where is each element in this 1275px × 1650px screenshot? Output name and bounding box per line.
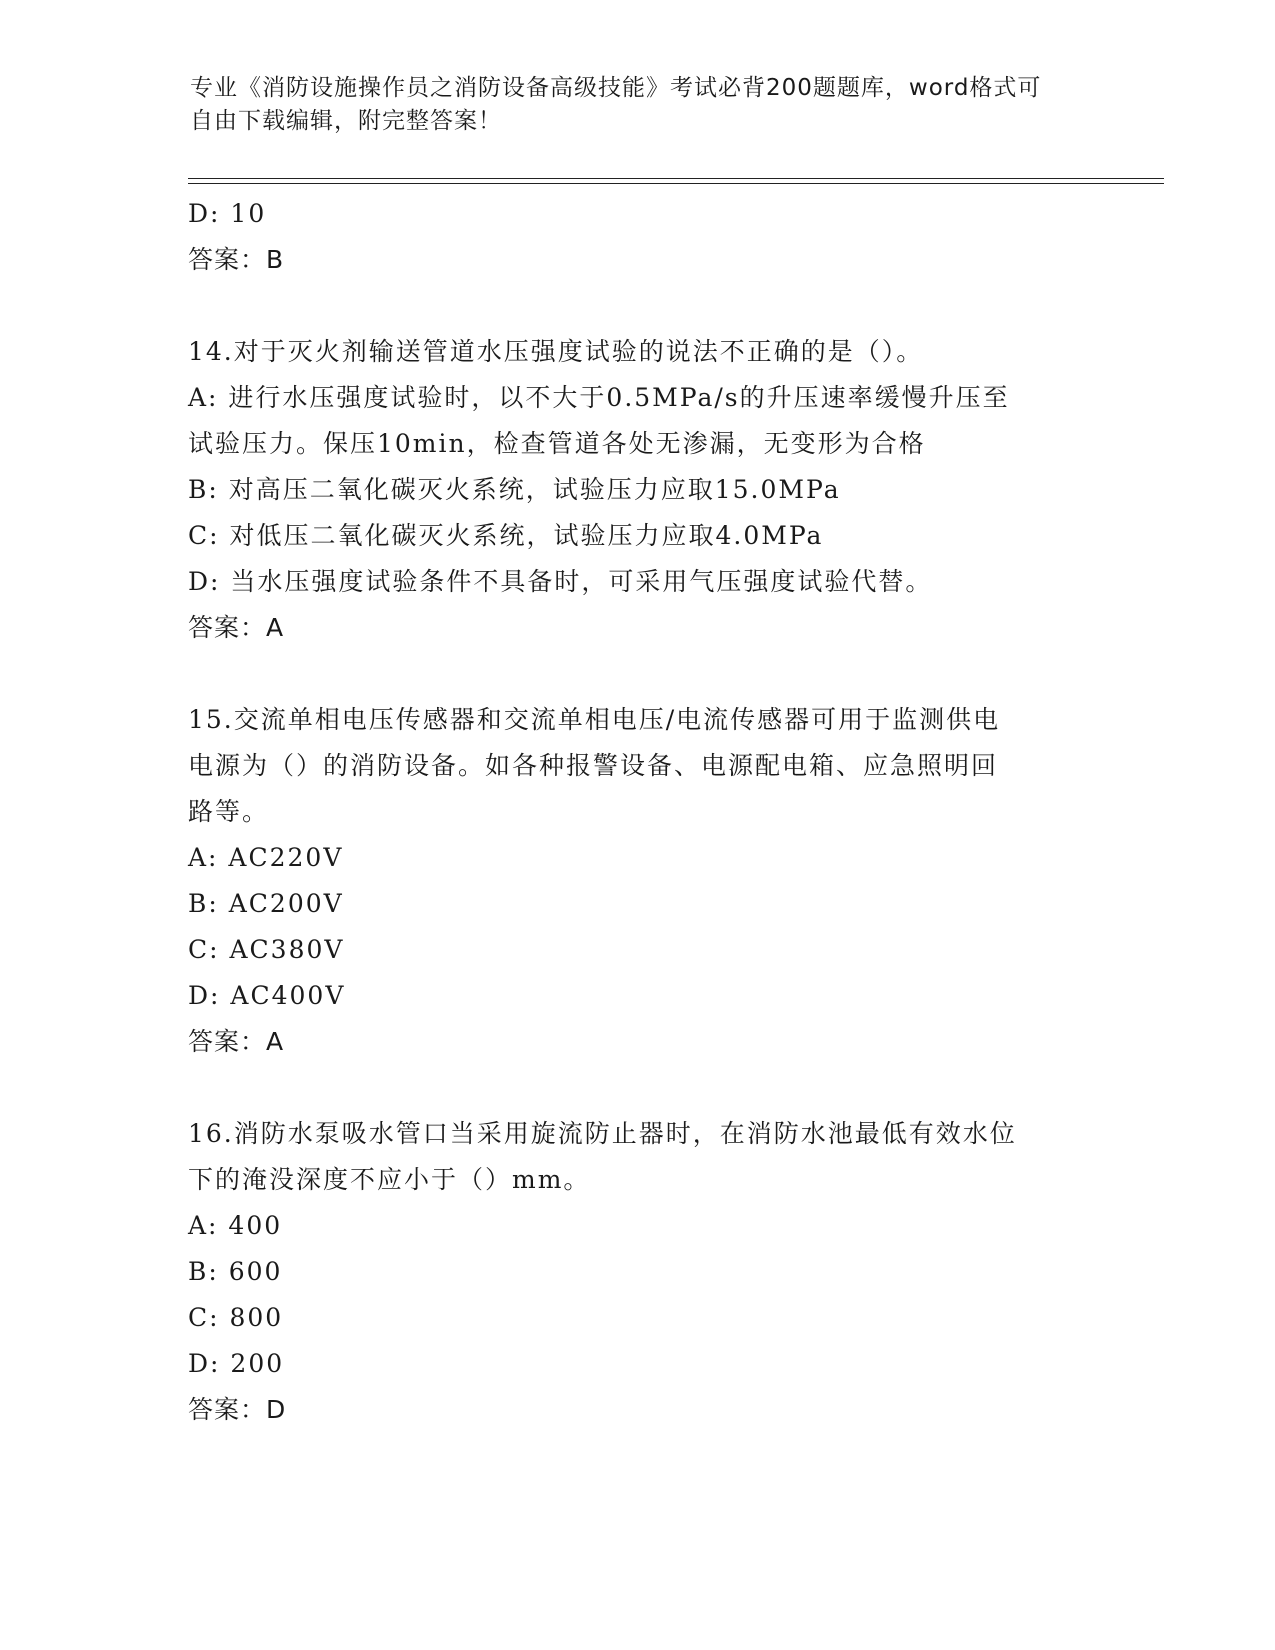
header-divider-top: [188, 178, 1164, 179]
question-stem-continued: 路等。: [188, 797, 270, 826]
option-a: A: 进行水压强度试验时，以不大于0.5MPa/s的升压速率缓慢升压至: [188, 383, 1010, 412]
option-a: A: AC220V: [188, 843, 344, 872]
header-divider-bottom: [188, 183, 1164, 184]
question-stem: 16.消防水泵吸水管口当采用旋流防止器时，在消防水池最低有效水位: [188, 1119, 1017, 1148]
question-15: [188, 697, 1088, 1065]
question-stem-continued: 下的淹没深度不应小于（）mm。: [188, 1165, 591, 1194]
page-header: [190, 72, 1090, 138]
spacer: [188, 651, 1088, 697]
question-14: [188, 329, 1088, 651]
spacer: [188, 1065, 1088, 1111]
answer-line: 答案：D: [188, 1395, 287, 1424]
option-c: C: AC380V: [188, 935, 345, 964]
answer-line: 答案：A: [188, 613, 285, 642]
question-16: [188, 1111, 1088, 1433]
spacer: [188, 283, 1088, 329]
question-list: [188, 191, 1088, 1433]
answer-line: 答案：A: [188, 1027, 285, 1056]
question-stem-continued: 电源为（）的消防设备。如各种报警设备、电源配电箱、应急照明回: [188, 751, 999, 780]
option-d: D: 当水压强度试验条件不具备时，可采用气压强度试验代替。: [188, 567, 933, 596]
option-d: D: 10: [188, 199, 267, 228]
header-title-line-1: 专业《消防设施操作员之消防设备高级技能》考试必背200题题库，word格式可: [190, 75, 1042, 101]
option-b: B: 对高压二氧化碳灭火系统，试验压力应取15.0MPa: [188, 475, 841, 504]
question-13-tail: [188, 191, 1088, 283]
option-d: D: AC400V: [188, 981, 346, 1010]
option-b: B: 600: [188, 1257, 283, 1286]
question-stem: 14.对于灭火剂输送管道水压强度试验的说法不正确的是（）。: [188, 337, 924, 366]
option-d: D: 200: [188, 1349, 285, 1378]
header-title-line-2: 自由下载编辑，附完整答案！: [190, 108, 502, 134]
option-c: C: 800: [188, 1303, 284, 1332]
option-a: A: 400: [188, 1211, 283, 1240]
option-c: C: 对低压二氧化碳灭火系统，试验压力应取4.0MPa: [188, 521, 824, 550]
option-b: B: AC200V: [188, 889, 344, 918]
question-stem: 15.交流单相电压传感器和交流单相电压/电流传感器可用于监测供电: [188, 705, 1001, 734]
option-a-continued: 试验压力。保压10min，检查管道各处无渗漏，无变形为合格: [188, 429, 926, 458]
answer-line: 答案：B: [188, 245, 285, 274]
